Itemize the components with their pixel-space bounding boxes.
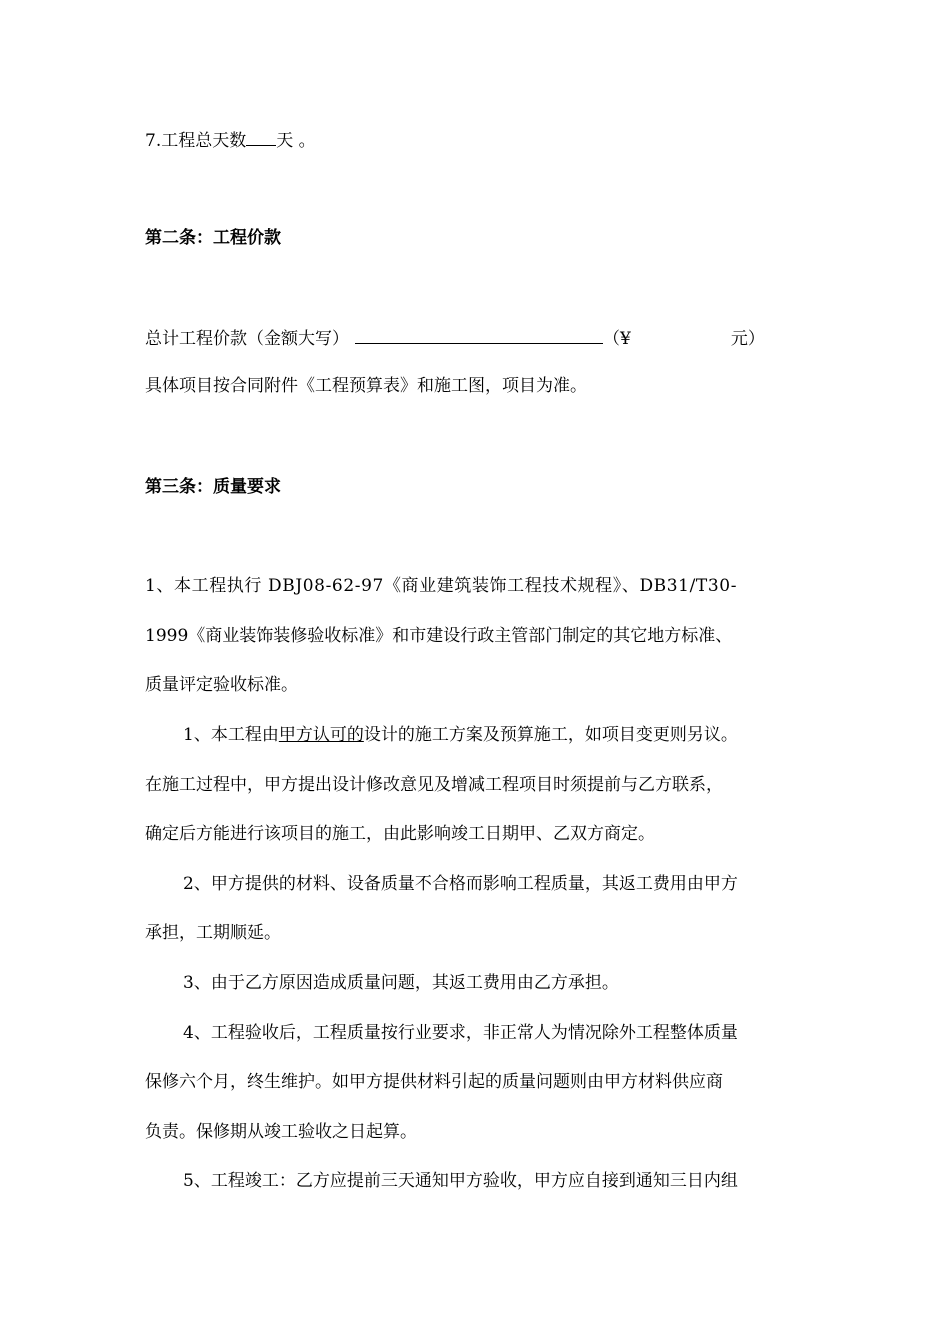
a3-p2-text-a: 1、本工程由 xyxy=(183,725,279,745)
a3-p4-line1: 3、由于乙方原因造成质量问题，其返工费用由乙方承担。 xyxy=(183,973,619,993)
a3-p5-line2: 保修六个月，终生维护。如甲方提供材料引起的质量问题则由甲方材料供应商 xyxy=(145,1072,723,1092)
a3-p1-line2: 1999《商业装饰装修验收标准》和市建设行政主管部门制定的其它地方标准、 xyxy=(145,626,733,646)
price-paren-close: 元） xyxy=(730,329,765,349)
a3-p1-line3: 质量评定验收标准。 xyxy=(145,675,298,695)
a3-p2-line3: 确定后方能进行该项目的施工，由此影响竣工日期甲、乙双方商定。 xyxy=(145,824,655,844)
a3-p3-line1: 2、甲方提供的材料、设备质量不合格而影响工程质量，其返工费用由甲方 xyxy=(183,874,738,894)
price-amount-blank xyxy=(355,325,603,344)
a3-p2-line2: 在施工过程中，甲方提出设计修改意见及增减工程项目时须提前与乙方联系， xyxy=(145,775,723,795)
a3-p1-line1: 1、本工程执行 DBJ08-62-97《商业建筑装饰工程技术规程》、DB31/T30- xyxy=(145,576,738,596)
a3-p2-underlined: 甲方认可的 xyxy=(278,725,364,745)
a3-p5-line1: 4、工程验收后，工程质量按行业要求，非正常人为情况除外工程整体质量 xyxy=(183,1023,738,1043)
a3-p6-line1: 5、工程竣工：乙方应提前三天通知甲方验收，甲方应自接到通知三日内组 xyxy=(183,1171,738,1191)
price-label: 总计工程价款（金额大写） xyxy=(145,329,349,349)
item7-days-blank xyxy=(246,127,276,146)
article2-heading: 第二条：工程价款 xyxy=(145,228,281,248)
a3-p5-line3: 负责。保修期从竣工验收之日起算。 xyxy=(145,1122,417,1142)
article3-heading: 第三条：质量要求 xyxy=(145,477,281,497)
price-detail: 具体项目按合同附件《工程预算表》和施工图，项目为准。 xyxy=(145,376,587,396)
price-line xyxy=(145,325,765,351)
a3-p3-line2: 承担，工期顺延。 xyxy=(145,923,281,943)
item7-suffix: 天 。 xyxy=(276,131,316,151)
item7-prefix: 7.工程总天数 xyxy=(145,131,247,151)
a3-p2-line1 xyxy=(183,723,738,747)
a3-p2-text-b: 设计的施工方案及预算施工，如项目变更则另议。 xyxy=(363,725,738,745)
price-paren-open: （¥ xyxy=(603,329,631,349)
item7-line xyxy=(145,127,316,153)
